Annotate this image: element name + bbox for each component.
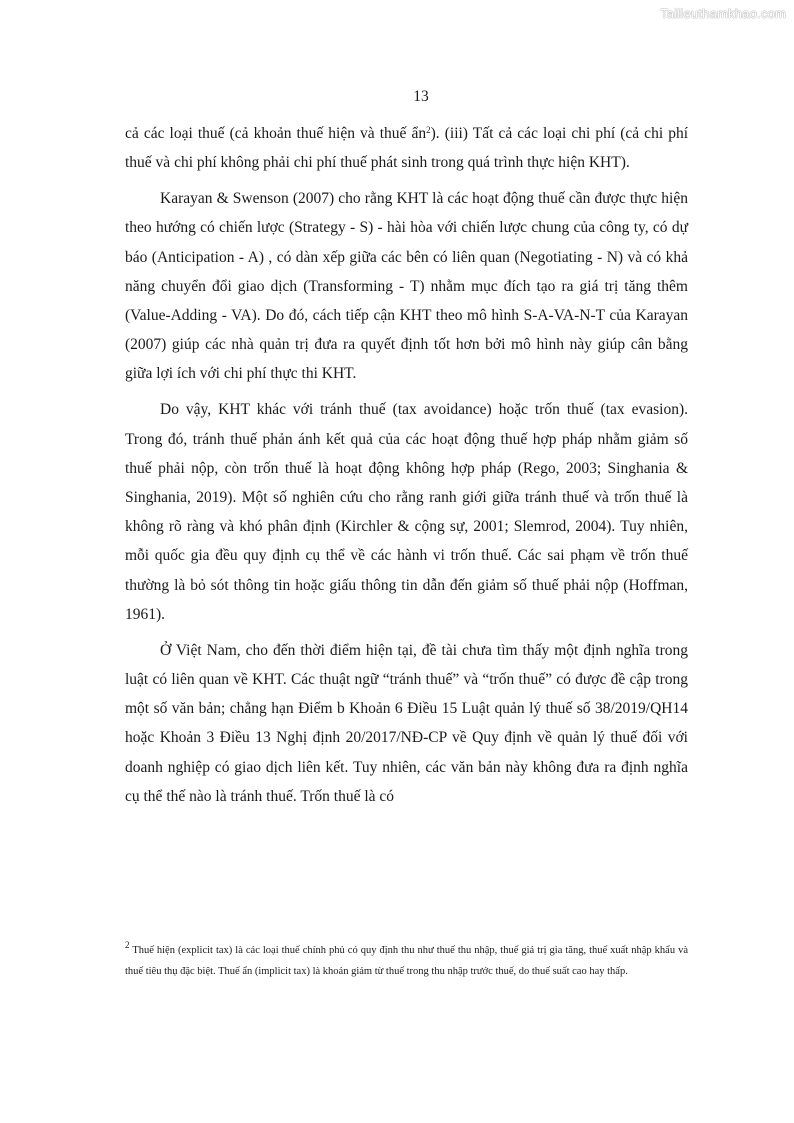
footnote-reference: 2 xyxy=(426,125,431,135)
paragraph-4: Ở Việt Nam, cho đến thời điểm hiện tại, đề tài chưa tìm thấy một định nghĩa trong luật có liên quan về KHT. Các thuật ngữ “tránh thuế” và “trốn thuế” có được đề cập trong một số văn bản; chẳng hạn Điểm b Khoản 6 Điều 15 Luật quản lý thuế số 38/2019/QH14 hoặc Khoản 3 Điều 13 Nghị định 20/2017/NĐ-CP về Quy định về quản lý thuế đối với doanh nghiệp có giao dịch liên kết. Tuy nhiên, các văn bản này không đưa ra định nghĩa cụ thể thế nào là tránh thuế. Trốn thuế là có xyxy=(125,641,688,805)
footnote-marker: 2 xyxy=(125,940,130,950)
footnote-text: Thuế hiện (explicit tax) là các loại thuế chính phủ có quy định thu như thuế thu nhập, thuế giá trị gia tăng, thuế xuất nhập khẩu và thuế tiêu thụ đặc biệt. Thuế ẩn (implicit tax) là khoản giảm từ thuế trong thu nhập trước thuế, do thuế suất cao hay thấp. xyxy=(125,945,688,977)
paragraph-2: Karayan & Swenson (2007) cho rằng KHT là các hoạt động thuế cần được thực hiện theo hướng có chiến lược (Strategy - S) - hài hòa với chiến lược chung của công ty, có dự báo (Anticipation - A) , có dàn xếp giữa các bên có liên quan (Negotiating - N) và có khả năng chuyển đổi giao dịch (Transforming - T) nhằm mục đích tạo ra giá trị tăng thêm (Value-Adding - VA). Do đó, cách tiếp cận KHT theo mô hình S-A-VA-N-T của Karayan (2007) giúp các nhà quản trị đưa ra quyết định tốt hơn bởi mô hình này giúp cân bằng giữa lợi ích với chi phí thực thi KHT. xyxy=(125,190,688,383)
page-number: 13 xyxy=(413,88,429,105)
paragraph-3: Do vậy, KHT khác với tránh thuế (tax avoidance) hoặc trốn thuế (tax evasion). Trong đó, tránh thuế phản ánh kết quả của các hoạt động thuế hợp pháp nhằm giảm số thuế phải nộp, còn trốn thuế là hoạt động không hợp pháp (Rego, 2003; Singhania & Singhania, 2019). Một số nghiên cứu cho rằng ranh giới giữa tránh thuế và trốn thuế là không rõ ràng và khó phân định (Kirchler & cộng sự, 2001; Slemrod, 2004). Tuy nhiên, mỗi quốc gia đều quy định cụ thể về các hành vi trốn thuế. Các sai phạm về trốn thuế thường là bỏ sót thông tin hoặc giấu thông tin dẫn đến giảm số thuế phải nộp (Hoffman, 1961). xyxy=(125,401,688,623)
footnote xyxy=(125,940,688,982)
paragraph-1-text-end: ). (iii) Tất cả các loại chi phí (cả chi phí thuế và chi phí không phải chi phí thuế phát sinh trong quá trình thực hiện KHT). xyxy=(125,125,688,172)
watermark: Tailieuthamkhao.com xyxy=(660,6,786,21)
paragraph-1 xyxy=(125,119,688,177)
body-text xyxy=(125,119,688,818)
paragraph-1-text-start: cả các loại thuế (cả khoản thuế hiện và thuế ẩn xyxy=(125,125,427,142)
